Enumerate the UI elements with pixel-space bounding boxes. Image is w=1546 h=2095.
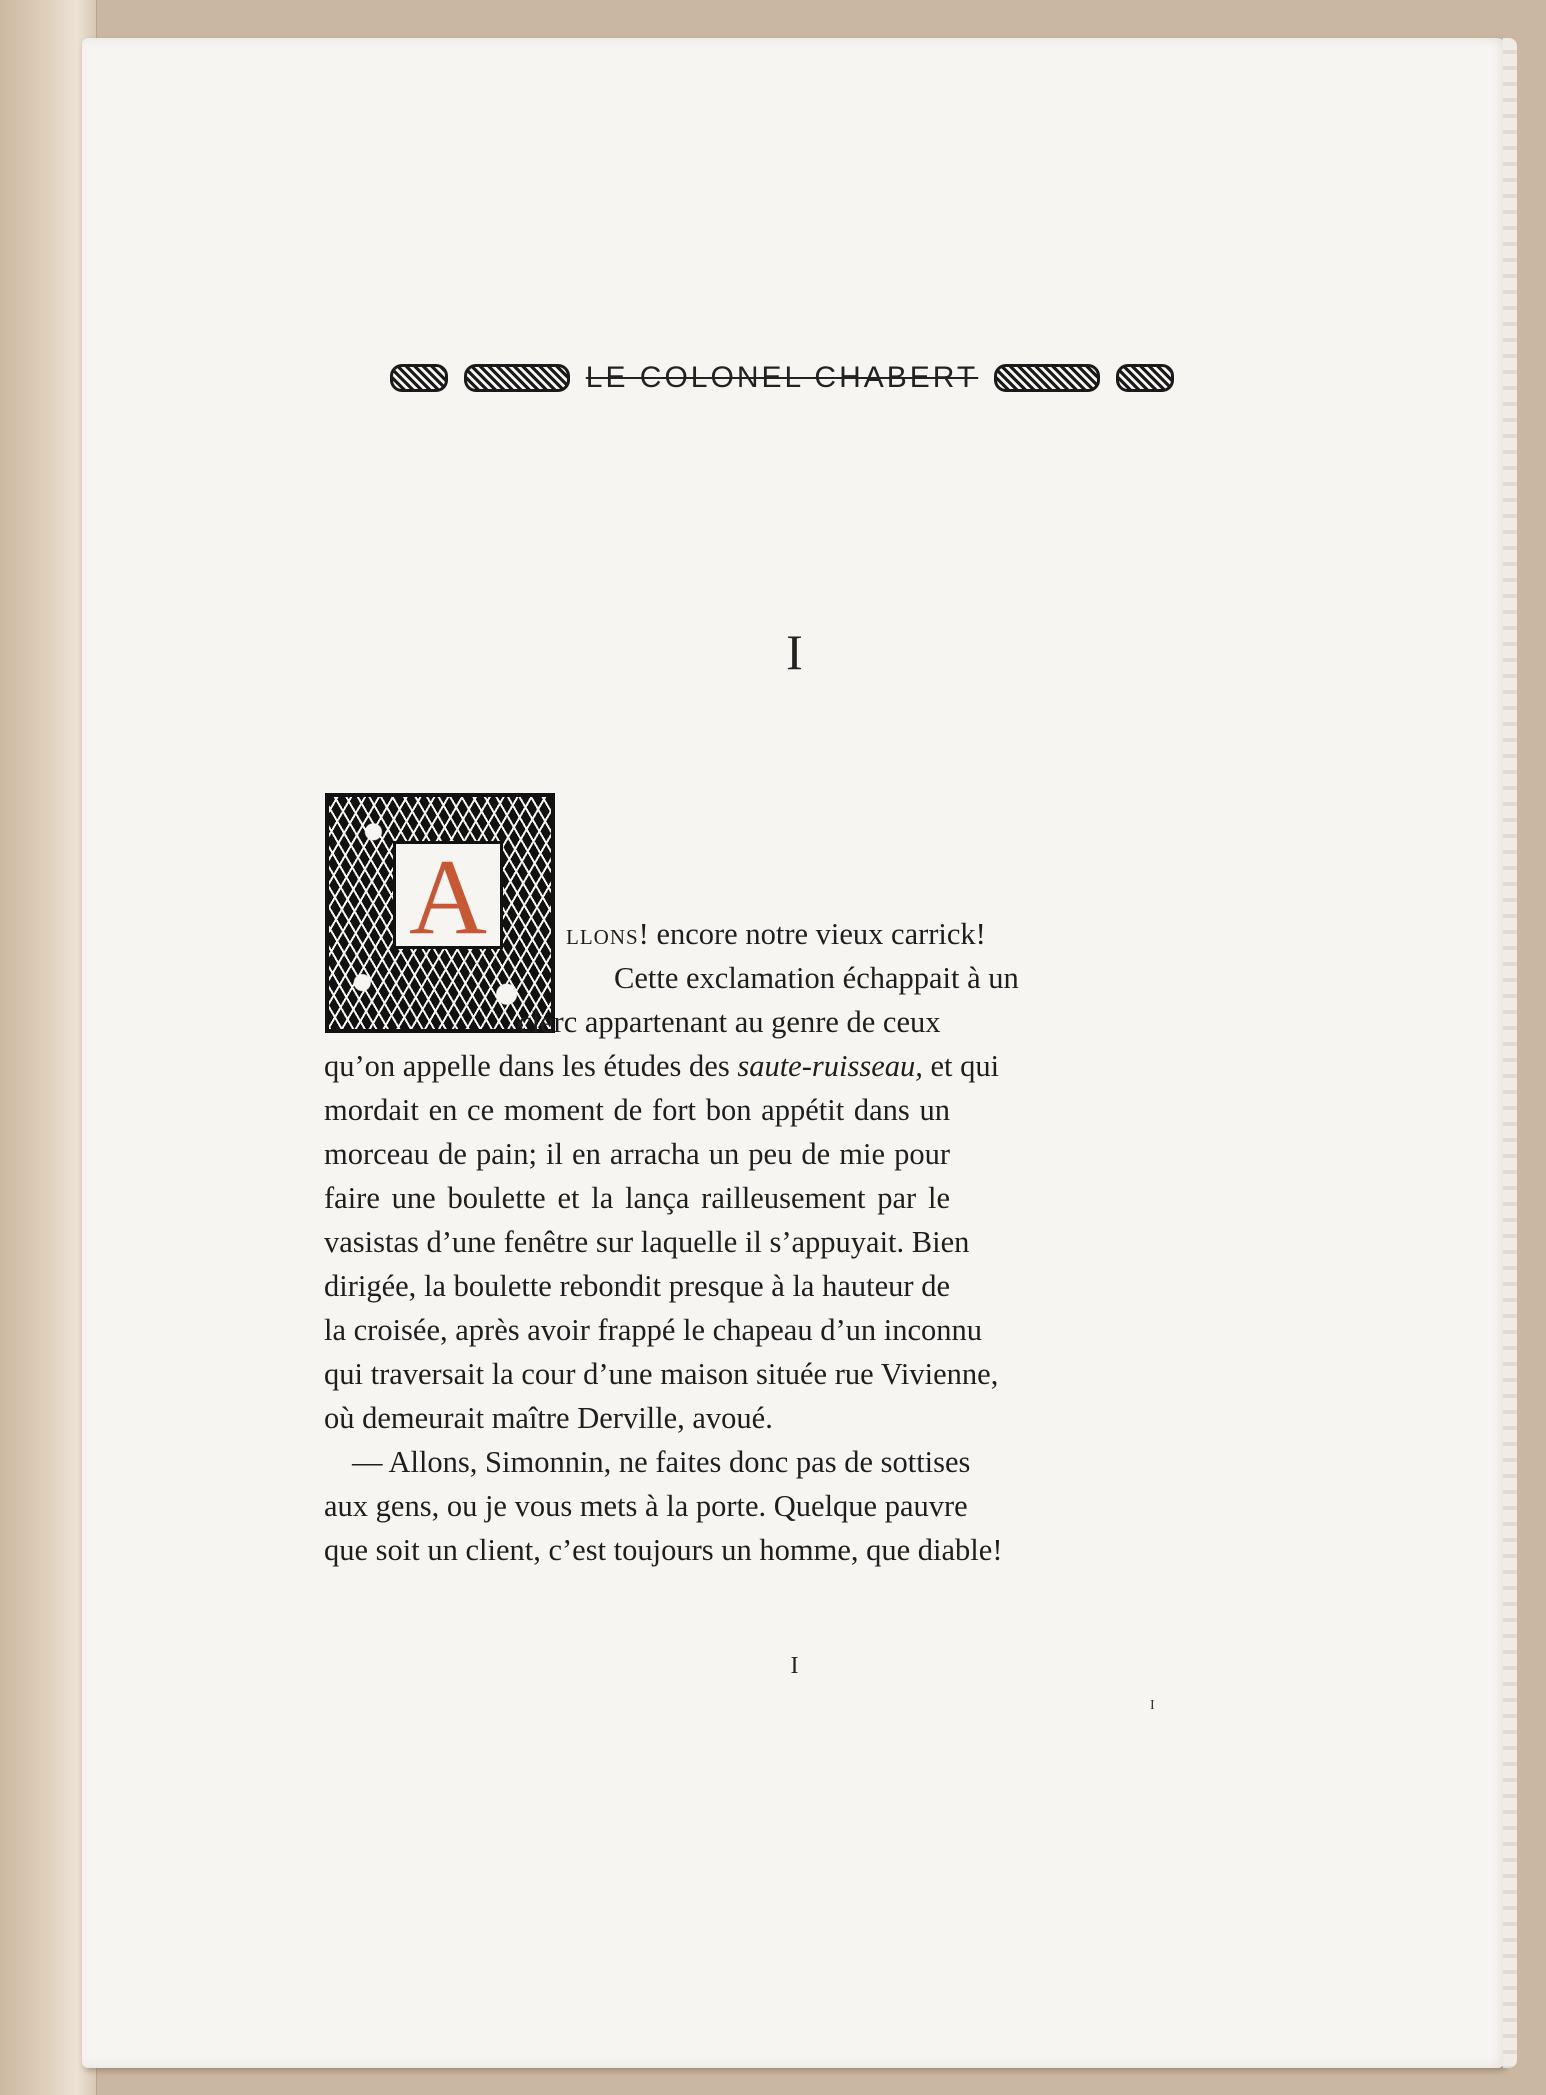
- text-span: et qui: [922, 1049, 1000, 1083]
- signature-mark: I: [1150, 1698, 1155, 1713]
- text-line: [324, 1049, 1000, 1094]
- italic-term: saute-ruisseau,: [737, 1049, 923, 1083]
- text-line: vasistas d’une fenêtre sur laquelle il s’appuyait. Bien: [324, 1225, 970, 1259]
- text-line: — Allons, Simonnin, ne faites donc pas de sottises: [352, 1445, 971, 1479]
- book-page: [82, 38, 1507, 2068]
- ornament-icon: [1116, 364, 1174, 392]
- text-span: Cette exclamation échappait à un: [614, 961, 1019, 995]
- text-line: mordait en ce moment de fort bon appétit dans un: [324, 1093, 950, 1127]
- header-title: LE COLONEL CHABERT: [585, 361, 979, 394]
- ornament-icon: [390, 364, 448, 392]
- text-line: morceau de pain; il en arracha un peu de mie pour: [324, 1137, 950, 1171]
- text-line: [324, 917, 986, 962]
- text-line: qui traversait la cour d’une maison située rue Vivienne,: [324, 1357, 999, 1391]
- text-line: faire une boulette et la lança railleusement par le: [324, 1181, 950, 1215]
- text-line: où demeurait maître Derville, avoué.: [324, 1401, 773, 1435]
- ornament-icon: [994, 364, 1100, 392]
- text-span: qu’on appelle dans les études des: [324, 1049, 738, 1083]
- text-line: [324, 961, 1019, 1006]
- deckled-edge: [1503, 38, 1517, 2068]
- text-line: [324, 1006, 950, 1050]
- small-caps-opening: llons: [566, 917, 639, 951]
- running-header: [332, 358, 1232, 398]
- text-line: aux gens, ou je vous mets à la porte. Quelque pauvre: [324, 1489, 968, 1523]
- text-line: que soit un client, c’est toujours un homme, que diable!: [324, 1533, 1003, 1567]
- text-span: ! encore notre vieux carrick!: [638, 917, 986, 951]
- text-line: dirigée, la boulette rebondit presque à la hauteur de: [324, 1269, 950, 1303]
- chapter-number: I: [786, 624, 803, 680]
- drop-cap-letter: A: [409, 838, 487, 957]
- page-number: I: [790, 1653, 799, 1679]
- ornament-icon: [464, 364, 570, 392]
- text-span: clerc appartenant au genre de ceux: [518, 1005, 941, 1039]
- text-line: la croisée, après avoir frappé le chapeau d’un inconnu: [324, 1313, 982, 1347]
- body-text: [324, 917, 1019, 1578]
